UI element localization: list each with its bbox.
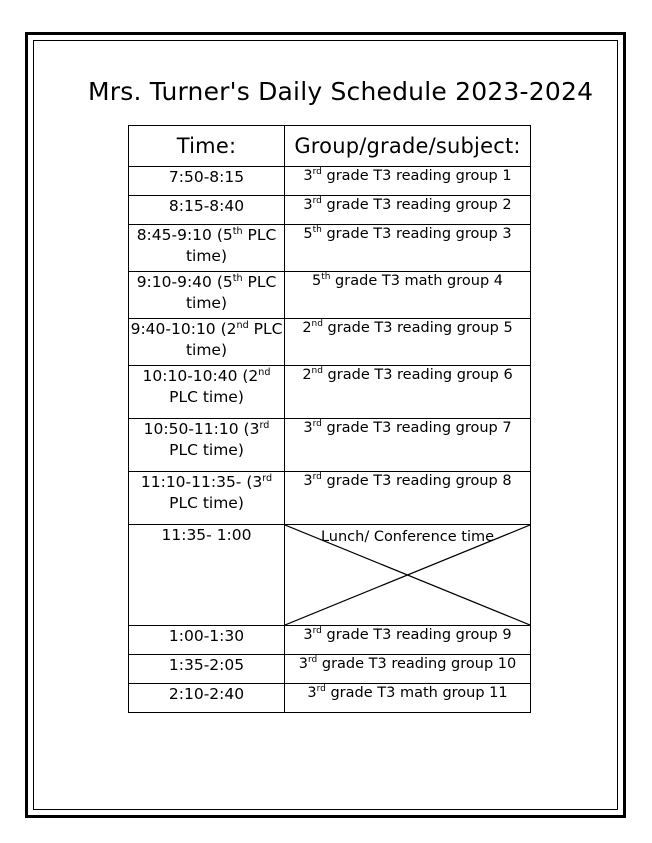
ordinal-superscript: rd xyxy=(312,196,322,207)
cell-time: 8:45-9:10 (5th PLC time) xyxy=(129,225,285,272)
cell-time: 10:50-11:10 (3rd PLC time) xyxy=(129,419,285,472)
cell-time: 8:15-8:40 xyxy=(129,196,285,225)
ordinal-superscript: nd xyxy=(236,319,249,331)
ordinal-superscript: rd xyxy=(316,684,326,695)
table-row xyxy=(129,684,531,713)
cell-group: 3rd grade T3 reading group 7 xyxy=(285,419,531,472)
cell-time: 7:50-8:15 xyxy=(129,167,285,196)
ordinal-superscript: th xyxy=(232,272,243,284)
table-row xyxy=(129,319,531,366)
cell-group: 3rd grade T3 reading group 10 xyxy=(285,655,531,684)
ordinal-superscript: th xyxy=(232,225,243,237)
cell-time: 9:10-9:40 (5th PLC time) xyxy=(129,272,285,319)
schedule-table xyxy=(128,125,531,713)
schedule-table-container xyxy=(128,125,530,713)
cell-group-lunch xyxy=(285,525,531,626)
page-title: Mrs. Turner's Daily Schedule 2023-2024 xyxy=(88,77,594,106)
table-row xyxy=(129,272,531,319)
table-row xyxy=(129,196,531,225)
cell-group: 3rd grade T3 reading group 1 xyxy=(285,167,531,196)
ordinal-superscript: rd xyxy=(259,419,270,431)
table-header-row xyxy=(129,126,531,167)
ordinal-superscript: nd xyxy=(311,319,323,330)
column-header-group: Group/grade/subject: xyxy=(285,126,531,167)
cell-time: 1:00-1:30 xyxy=(129,626,285,655)
ordinal-superscript: rd xyxy=(312,626,322,637)
cell-group: 3rd grade T3 reading group 2 xyxy=(285,196,531,225)
table-row xyxy=(129,167,531,196)
page-frame-outer xyxy=(25,32,626,818)
cell-time: 1:35-2:05 xyxy=(129,655,285,684)
cell-time: 11:10-11:35- (3rd PLC time) xyxy=(129,472,285,525)
ordinal-superscript: rd xyxy=(312,167,322,178)
ordinal-superscript: rd xyxy=(312,472,322,483)
ordinal-superscript: nd xyxy=(311,366,323,377)
ordinal-superscript: rd xyxy=(262,472,273,484)
table-row xyxy=(129,472,531,525)
cell-time: 10:10-10:40 (2nd PLC time) xyxy=(129,366,285,419)
table-body xyxy=(129,167,531,713)
ordinal-superscript: th xyxy=(312,225,322,236)
table-row xyxy=(129,366,531,419)
lunch-label: Lunch/ Conference time xyxy=(320,529,495,545)
cell-group: 5th grade T3 reading group 3 xyxy=(285,225,531,272)
cell-group: 2nd grade T3 reading group 6 xyxy=(285,366,531,419)
column-header-time: Time: xyxy=(129,126,285,167)
cell-group: 3rd grade T3 reading group 8 xyxy=(285,472,531,525)
table-row xyxy=(129,419,531,472)
cell-group: 3rd grade T3 reading group 9 xyxy=(285,626,531,655)
ordinal-superscript: rd xyxy=(312,419,322,430)
ordinal-superscript: nd xyxy=(258,366,271,378)
cell-time-lunch: 11:35- 1:00 xyxy=(129,525,285,626)
ordinal-superscript: th xyxy=(321,272,331,283)
table-row-lunch xyxy=(129,525,531,626)
cell-group: 2nd grade T3 reading group 5 xyxy=(285,319,531,366)
table-row xyxy=(129,655,531,684)
cell-group: 5th grade T3 math group 4 xyxy=(285,272,531,319)
ordinal-superscript: rd xyxy=(308,655,318,666)
cell-time: 2:10-2:40 xyxy=(129,684,285,713)
table-row xyxy=(129,225,531,272)
cell-group: 3rd grade T3 math group 11 xyxy=(285,684,531,713)
table-row xyxy=(129,626,531,655)
cell-time: 9:40-10:10 (2nd PLC time) xyxy=(129,319,285,366)
